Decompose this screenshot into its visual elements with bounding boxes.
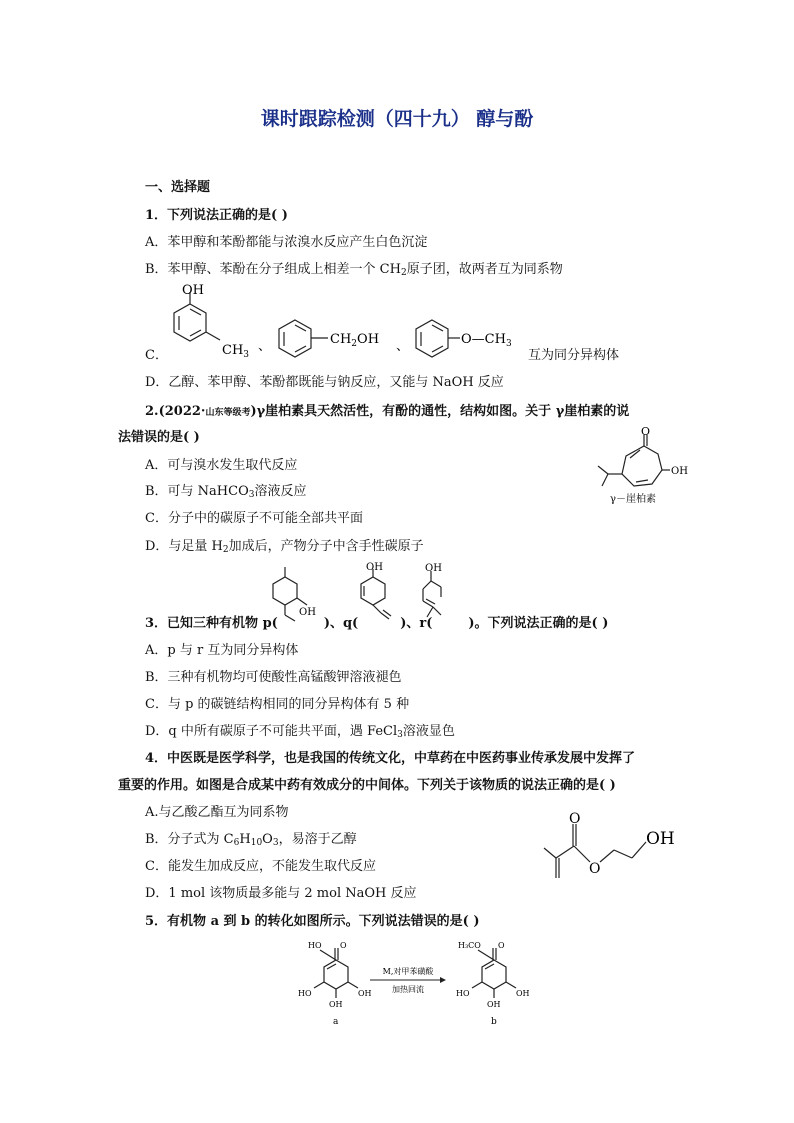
- section-heading: 一、选择题: [145, 180, 211, 195]
- q3-option-d: D．q 中所有碳原子不可能共平面，遇 FeCl$_3$溶液显色: [145, 724, 455, 740]
- q1-option-a: A．苯甲醇和苯酚都能与浓溴水反应产生白色沉淀: [145, 235, 428, 250]
- q5-reaction-scheme: [290, 936, 530, 1028]
- q1-option-c-structures: [160, 282, 540, 372]
- q5-b-oh-mid: OH: [487, 1000, 501, 1009]
- q2-option-d: D．与足量 $H_2$加成后，产物分子中含手性碳原子: [145, 539, 424, 555]
- q5-arrow-bottom-text: 加热回流: [392, 985, 424, 994]
- q1-c-ch2oh-text: $CH_2OH$: [330, 332, 380, 349]
- q3-stem: 3．已知三种有机物 p( )、q( )、r( )。下列说法正确的是( ): [145, 616, 609, 631]
- q1-c-och3-text: $O—CH_3$: [461, 332, 512, 349]
- q2-option-b: B．可与 NaHCO$_3$溶液反应: [145, 484, 307, 500]
- q1-option-c-tail: 互为同分异构体: [528, 348, 620, 363]
- q4-fig-oh: OH: [646, 829, 675, 849]
- q1-option-d: D．乙醇、苯甲醇、苯酚都既能与钠反应，又能与 NaOH 反应: [145, 375, 504, 390]
- q1-c-sep1: 、: [258, 339, 272, 354]
- q5-stem: 5．有机物 a 到 b 的转化如图所示。下列说法错误的是( ): [145, 914, 480, 929]
- page-title: 课时跟踪检测（四十九） 醇与酚: [260, 108, 534, 130]
- q4-fig-o2: O: [589, 861, 601, 877]
- q1-c-ch3-text: $CH_3$: [222, 343, 250, 360]
- q2-fig-oh: OH: [671, 466, 688, 477]
- q4-fig-o1: O: [569, 811, 581, 827]
- q2-stem-line2: 法错误的是( ): [118, 430, 200, 445]
- q4-stem-line2: 重要的作用。如图是合成某中药有效成分的中间体。下列关于该物质的说法正确的是( ): [118, 778, 616, 793]
- q4-option-d: D．1 mol 该物质最多能与 2 mol NaOH 反应: [145, 886, 417, 901]
- q5-a-oh-mid: OH: [329, 1000, 343, 1009]
- q2-option-a: A．可与溴水发生取代反应: [145, 458, 298, 473]
- q4-figure: [538, 806, 688, 884]
- q4-stem-line1: 4．中医既是医学科学，也是我国的传统文化，中草药在中医药事业传承发展中发挥了: [145, 751, 636, 766]
- q5-a-label: a: [333, 1017, 339, 1027]
- q1-option-b: B．苯甲醇、苯酚在分子组成上相差一个 $CH_2$原子团，故两者互为同系物: [145, 262, 563, 278]
- q1-stem: 1．下列说法正确的是( ): [145, 208, 288, 223]
- q2-stem-line1: 2.(2022·山东等级考)γ崖柏素具天然活性，有酚的通性，结构如图。关于 γ崖柏素的说: [145, 404, 630, 419]
- q1-c-oh-text: OH: [182, 283, 204, 298]
- q3-option-a: A．p 与 r 互为同分异构体: [145, 643, 299, 658]
- q2-option-c: C．分子中的碳原子不可能全部共平面: [145, 511, 363, 526]
- q5-b-ho-ring: HO: [456, 989, 470, 998]
- q5-b-o: O: [498, 941, 505, 950]
- q1-c-sep2: 、: [396, 339, 410, 354]
- q5-a-oh-ring: OH: [358, 989, 372, 998]
- q2-figure: [582, 425, 692, 508]
- q5-b-label: b: [491, 1017, 497, 1027]
- q3-r-oh: OH: [425, 563, 442, 574]
- q4-option-b: B．分子式为 $C_6H_{10}O_3$，易溶于乙醇: [145, 832, 357, 848]
- q3-option-b: B．三种有机物均可使酸性高锰酸钾溶液褪色: [145, 670, 402, 685]
- q3-option-c: C．与 p 的碳链结构相同的同分异构体有 5 种: [145, 697, 410, 712]
- q4-option-c: C．能发生加成反应，不能发生取代反应: [145, 859, 376, 874]
- q5-a-ho: HO: [308, 941, 322, 950]
- q5-b-oh-ring: OH: [516, 989, 530, 998]
- q3-q-oh: OH: [366, 562, 383, 573]
- q5-arrow-top-text: M,对甲苯磺酸: [382, 967, 434, 976]
- q2-fig-caption: γ－崖柏素: [610, 494, 656, 505]
- q2-fig-o: O: [641, 425, 651, 438]
- q1-option-c-label: C．: [145, 348, 168, 363]
- q5-b-h3co: H₃CO: [458, 941, 481, 950]
- q5-a-ho-ring: HO: [298, 989, 312, 998]
- q3-p-oh: OH: [299, 607, 316, 618]
- q4-option-a: A.与乙酸乙酯互为同系物: [145, 805, 289, 820]
- q5-a-o: O: [340, 941, 347, 950]
